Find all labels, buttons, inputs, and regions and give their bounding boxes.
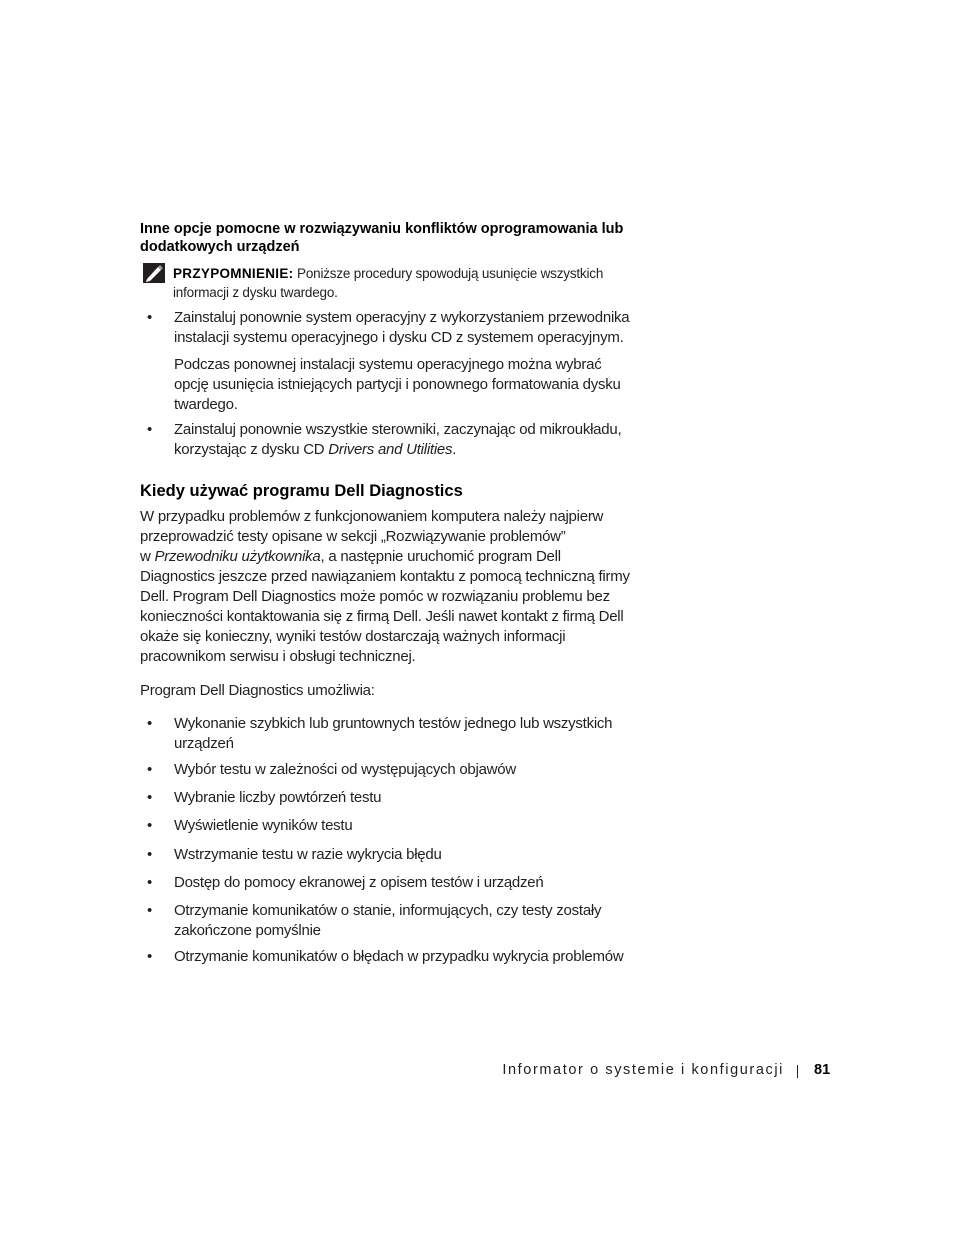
list-item: Otrzymanie komunikatów o błędach w przypadku wykrycia problemów xyxy=(174,948,624,965)
paragraph-line: przeprowadzić testy opisane w sekcji „Rozwiązywanie problemów” xyxy=(140,528,566,545)
bullet-dot: • xyxy=(147,948,153,965)
paragraph-line: konieczności kontaktowania się z firmą Dell. Jeśli nawet kontakt z firmą Dell xyxy=(140,608,624,625)
list-item: Dostęp do pomocy ekranowej z opisem testów i urządzeń xyxy=(174,874,544,891)
bullet-dot: • xyxy=(147,874,153,891)
bullet-dot: • xyxy=(147,817,153,834)
paragraph-line: W przypadku problemów z funkcjonowaniem komputera należy najpierw xyxy=(140,508,604,525)
footer-separator xyxy=(797,1065,798,1078)
bullet-dot: • xyxy=(147,902,153,919)
paragraph-line: pracownikom serwisu i obsługi technicznej. xyxy=(140,648,416,665)
bullet-dot: • xyxy=(147,789,153,806)
note-line-1 xyxy=(173,264,633,283)
reinstall-note-paragraph xyxy=(174,355,644,415)
pencil-note-icon xyxy=(143,263,165,283)
diagnostics-intro: Program Dell Diagnostics umożliwia: xyxy=(140,682,375,699)
paragraph-line: Dell. Program Dell Diagnostics może pomóc w rozwiązaniu problemu bez xyxy=(140,588,610,605)
list-item-line: urządzeń xyxy=(174,735,234,752)
bullet-dot: • xyxy=(147,846,153,863)
bullet-dot: • xyxy=(147,761,153,778)
list-item-line: Wykonanie szybkich lub gruntownych testów jednego lub wszystkich xyxy=(174,715,613,732)
list-item-line: Otrzymanie komunikatów o stanie, informujących, czy testy zostały xyxy=(174,902,602,919)
list-item: Wstrzymanie testu w razie wykrycia błędu xyxy=(174,846,442,863)
list-item: Wyświetlenie wyników testu xyxy=(174,817,353,834)
bullet-line: Zainstaluj ponownie wszystkie sterowniki, zaczynając od mikroukładu, xyxy=(174,421,622,438)
note-text-1: Poniższe procedury spowodują usunięcie wszystkich xyxy=(297,266,604,281)
text-span: w xyxy=(140,548,155,565)
footer-title: Informator o systemie i konfiguracji xyxy=(502,1062,784,1078)
paragraph-line: Diagnostics jeszcze przed nawiązaniem kontaktu z pomocą techniczną firmy xyxy=(140,568,630,585)
heading-line-2: dodatkowych urządzeń xyxy=(140,239,300,255)
bullet-dot: • xyxy=(147,309,153,326)
diagnostics-paragraph xyxy=(140,507,640,667)
section-heading-dell-diagnostics: Kiedy używać programu Dell Diagnostics xyxy=(140,482,463,500)
list-item: Wybór testu w zależności od występujących objawów xyxy=(174,761,516,778)
paragraph-line: okaże się konieczny, wyniki testów dostarczają ważnych informacji xyxy=(140,628,566,645)
list-item xyxy=(174,714,644,754)
page-number: 81 xyxy=(814,1062,831,1078)
bullet-line: Zainstaluj ponownie system operacyjny z wykorzystaniem przewodnika xyxy=(174,309,630,326)
list-item: Wybranie liczby powtórzeń testu xyxy=(174,789,382,806)
note-block xyxy=(173,264,633,302)
paragraph-line xyxy=(140,547,640,567)
bullet-reinstall-drivers xyxy=(174,420,644,460)
paragraph-line: Podczas ponownej instalacji systemu operacyjnego można wybrać xyxy=(174,356,602,373)
bullet-line xyxy=(174,440,644,460)
text-span: . xyxy=(452,441,457,458)
note-label: PRZYPOMNIENIE: xyxy=(173,266,294,281)
section-heading-software-conflicts xyxy=(140,220,623,256)
list-item-line: zakończone pomyślnie xyxy=(174,922,321,939)
list-item xyxy=(174,901,644,941)
cd-title: Drivers and Utilities xyxy=(328,441,453,458)
heading-line-1: Inne opcje pomocne w rozwiązywaniu konfliktów oprogramowania lub xyxy=(140,221,624,237)
note-text-2: informacji z dysku twardego. xyxy=(173,285,338,300)
paragraph-line: opcję usunięcia istniejących partycji i ponownego formatowania dysku xyxy=(174,376,621,393)
paragraph-line: twardego. xyxy=(174,396,238,413)
text-span: korzystając z dysku CD xyxy=(174,441,329,458)
bullet-dot: • xyxy=(147,715,153,732)
bullet-reinstall-os xyxy=(174,308,644,348)
guide-title: Przewodniku użytkownika xyxy=(154,548,321,565)
bullet-line: instalacji systemu operacyjnego i dysku CD z systemem operacyjnym. xyxy=(174,329,624,346)
text-span: , a następnie uruchomić program Dell xyxy=(320,548,561,565)
bullet-dot: • xyxy=(147,421,153,438)
